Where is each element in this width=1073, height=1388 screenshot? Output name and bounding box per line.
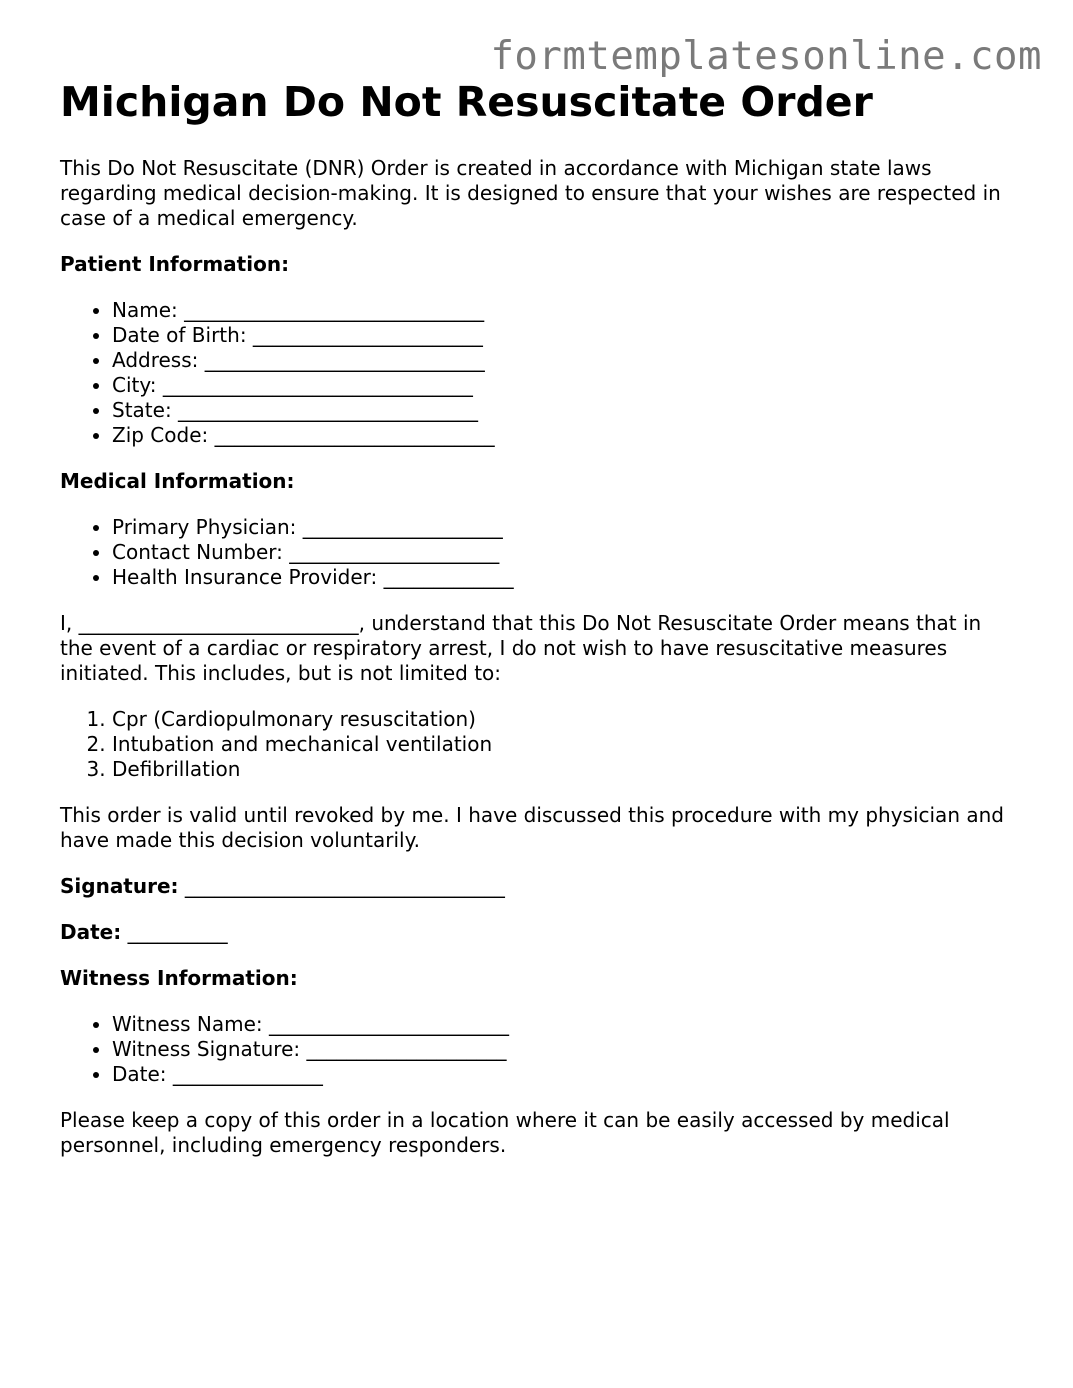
patient-dob-field[interactable]: • Date of Birth: _______________________ [112,323,1020,348]
intro-paragraph: This Do Not Resuscitate (DNR) Order is created in accordance with Michigan state laws regarding medical decision-making. It is designed to ensure that your wishes are respected in case of a medical emergency. [60,156,1001,230]
contact-number-field[interactable]: • Contact Number: _____________________ [112,540,1020,565]
signature-line [60,874,1020,899]
witness-signature-field[interactable]: • Witness Signature: ____________________ [112,1037,1020,1062]
witness-info-heading: Witness Information: [60,966,298,990]
insurance-provider-field[interactable]: • Health Insurance Provider: _____________ [112,565,1020,590]
measures-list [60,707,1020,782]
patient-info-heading: Patient Information: [60,252,290,276]
primary-physician-field[interactable]: • Primary Physician: ____________________ [112,515,1020,540]
measure-item: 2. Intubation and mechanical ventilation [112,732,1020,757]
validity-paragraph: This order is valid until revoked by me. I have discussed this procedure with my physician and have made this decision voluntarily. [60,803,1004,852]
witness-date-field[interactable]: • Date: _______________ [112,1062,1020,1087]
document-body [60,76,1020,1158]
patient-city-field[interactable]: • City: _______________________________ [112,373,1020,398]
patient-address-field[interactable]: • Address: ____________________________ [112,348,1020,373]
watermark: formtemplatesonline.com [490,34,1042,79]
statement-paragraph: I, ____________________________, understand that this Do Not Resuscitate Order means that in the event of a cardiac or respiratory arrest, I do not wish to have resuscitative measures initiated. This includes, but is not limited to: [60,611,982,685]
medical-info-heading: Medical Information: [60,469,295,493]
date-field[interactable]: __________ [121,920,228,944]
witness-info-list [60,1012,1020,1087]
closing-paragraph: Please keep a copy of this order in a location where it can be easily accessed by medical personnel, including emergency responders. [60,1108,950,1157]
page-title: Michigan Do Not Resuscitate Order [60,78,873,126]
patient-state-field[interactable]: • State: ______________________________ [112,398,1020,423]
medical-info-list [60,515,1020,590]
signature-field[interactable]: ________________________________ [178,874,505,898]
date-label: Date: [60,920,122,944]
signature-label: Signature: [60,874,179,898]
date-line [60,920,1020,945]
witness-name-field[interactable]: • Witness Name: ________________________ [112,1012,1020,1037]
patient-info-list [60,298,1020,448]
measure-item: 1. Cpr (Cardiopulmonary resuscitation) [112,707,1020,732]
patient-zip-field[interactable]: • Zip Code: ____________________________ [112,423,1020,448]
patient-name-field[interactable]: • Name: ______________________________ [112,298,1020,323]
measure-item: 3. Defibrillation [112,757,1020,782]
